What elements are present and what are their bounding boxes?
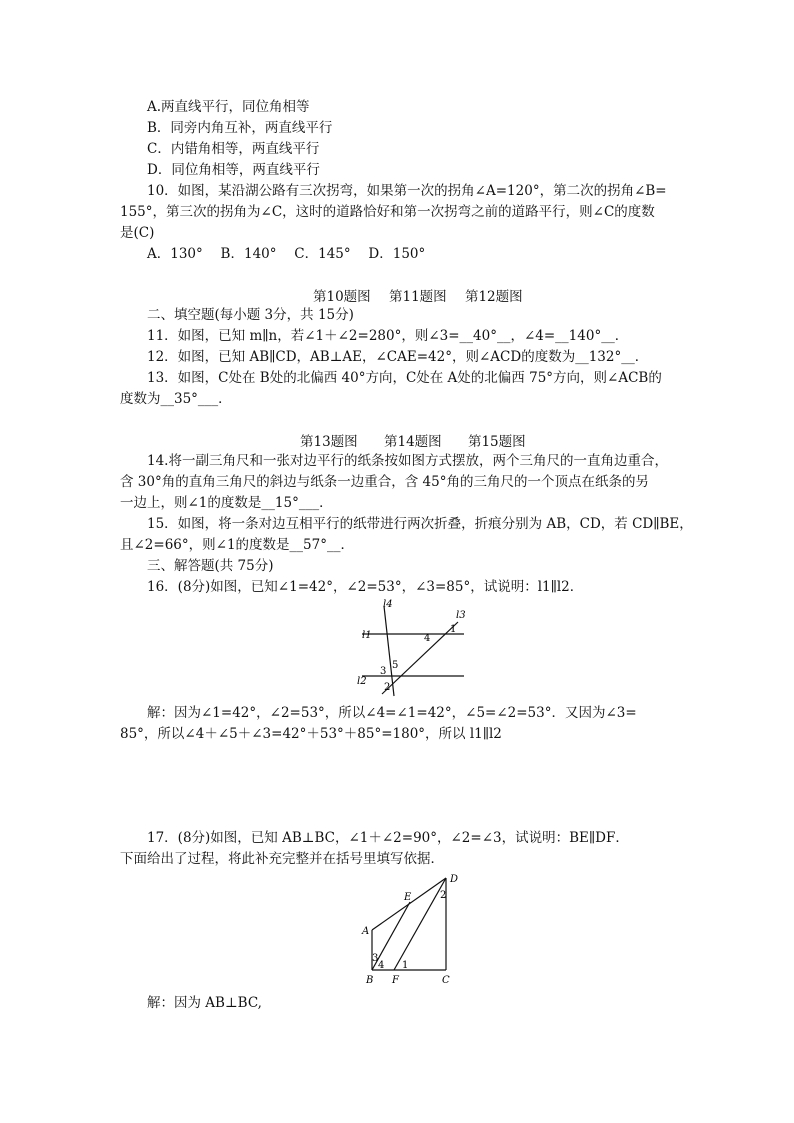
q10-options: A．130° B．140° C．145° D．150° [147,246,426,262]
point-b-label: B [366,975,374,986]
q14-line1: 14.将一副三角尺和一张对边平行的纸条按如图方式摆放，两个三角尺的一直角边重合， [147,453,668,469]
angle-4-label: 4 [378,960,385,971]
caption-fig11: 第11题图 [388,289,447,305]
q17-stem2: 下面给出了过程，将此补充完整并在括号里填写依据． [120,851,444,867]
line-l3 [382,622,458,694]
caption-fig14: 第14题图 [383,434,442,450]
section2-heading: 二、填空题(每小题 3分，共 15分) [147,307,354,323]
section3-heading: 三、解答题(共 75分) [147,558,274,574]
angle-2-label: 2 [384,682,391,693]
q9-option-d: D．同位角相等，两直线平行 [147,162,320,178]
segment-fd [394,878,446,970]
q10-line1: 10．如图，某沿湖公路有三次拐弯，如果第一次的拐角∠A=120°，第二次的拐角∠B= [147,183,667,199]
caption-fig12: 第12题图 [464,289,523,305]
label-l4: l4 [383,599,393,610]
q14-line2: 含 30°角的直角三角尺的斜边与纸条一边重合，含 45°角的三角尺的一个顶点在纸条的另 [120,474,649,490]
caption-fig10: 第10题图 [313,289,371,305]
angle-1-label: 1 [450,624,457,635]
q17-stem: 17．(8分)如图，已知 AB⊥BC，∠1＋∠2=90°，∠2=∠3，试说明：BE∥DF． [147,830,629,846]
q10-line2: 155°，第三次的拐角为∠C，这时的道路恰好和第一次拐弯之前的道路平行，则∠C的度数 [120,204,655,220]
q13-line2: 度数为__35°___． [120,391,232,407]
q13-line1: 13．如图，C处在 B处的北偏西 40°方向，C处在 A处的北偏西 75°方向，则∠ACB的 [147,370,662,386]
q17-figure [356,868,466,990]
q11: 11．如图，已知 m∥n，若∠1＋∠2=280°，则∠3=__40°__，∠4=__140°__． [147,328,629,344]
label-l3: l3 [456,610,466,621]
label-l2: l2 [357,676,367,687]
q16-solution-line2: 85°，所以∠4＋∠5＋∠3=42°＋53°＋85°=180°，所以 l1∥l2 [120,726,502,742]
point-a-label: A [362,926,370,937]
q15-line2: 且∠2=66°，则∠1的度数是__57°__． [120,537,354,553]
q9-option-b: B．同旁内角互补，两直线平行 [147,120,333,136]
q16-stem: 16．(8分)如图，已知∠1=42°，∠2=53°，∠3=85°，试说明：l1∥l2． [147,579,584,595]
point-e-label: E [404,892,412,903]
caption-fig13: 第13题图 [300,434,358,450]
angle-3-label: 3 [372,953,379,964]
q9-option-c: C．内错角相等，两直线平行 [147,141,320,157]
label-l1: l1 [362,630,372,641]
q15-line1: 15．如图，将一条对边互相平行的纸带进行两次折叠，折痕分别为 AB，CD，若 CD∥BE， [147,516,693,532]
figure-captions-row2 [300,430,540,450]
angle-4-label: 4 [424,633,431,644]
q16-figure-svg [352,598,482,698]
q10-line3: 是(C) [120,225,155,241]
q17-figure-svg [356,868,466,986]
angle-3-label: 3 [380,666,387,677]
figure-captions-row1 [313,285,537,305]
q12: 12．如图，已知 AB∥CD，AB⊥AE，∠CAE=42°，则∠ACD的度数为__132°__． [147,349,649,365]
caption-fig15: 第15题图 [467,434,526,450]
q14-line3: 一边上，则∠1的度数是__15°___． [120,495,333,511]
angle-2-label: 2 [440,890,447,901]
point-d-label: D [450,874,459,885]
angle-1-label: 1 [402,960,409,971]
angle-5-label: 5 [392,660,399,671]
q17-solution-line1: 解：因为 AB⊥BC, [147,995,262,1011]
point-f-label: F [392,975,399,986]
q16-solution-line1: 解：因为∠1=42°，∠2=53°，所以∠4=∠1=42°，∠5=∠2=53°．又因为∠3= [147,705,637,721]
q9-option-a: A.两直线平行，同位角相等 [147,99,310,115]
point-c-label: C [442,975,450,986]
q16-figure [352,598,482,702]
